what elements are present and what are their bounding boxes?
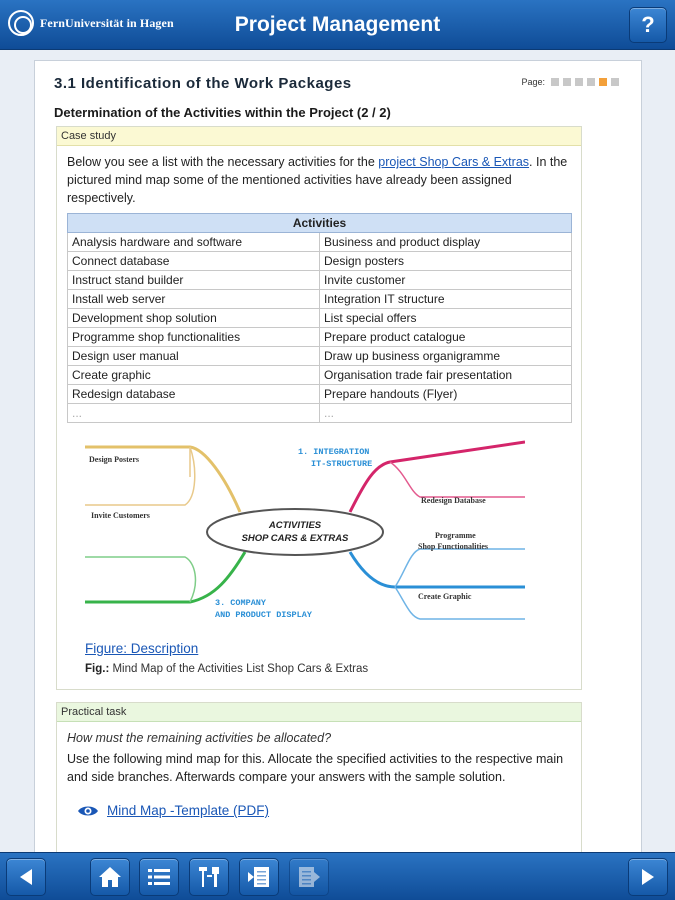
table-cell: ... <box>320 404 572 423</box>
figure-caption-text: Mind Map of the Activities List Shop Cars & Extras <box>109 663 369 675</box>
case-study-body <box>57 146 581 685</box>
mindmap-label-integration-2: IT-STRUCTURE <box>311 459 373 469</box>
case-study-header: Case study <box>57 127 581 146</box>
section-title: 3.1 Identification of the Work Packages <box>54 75 352 92</box>
mindmap-branch-green <box>85 552 245 602</box>
table-row <box>68 309 572 328</box>
table-cell: Analysis hardware and software <box>68 233 320 252</box>
figure-caption-prefix: Fig.: <box>85 663 110 675</box>
mindmap-label-create-graphic: Create Graphic <box>418 592 472 601</box>
table-cell: Design posters <box>320 252 572 271</box>
table-cell: Prepare product catalogue <box>320 328 572 347</box>
mindmap-center-node <box>207 509 383 555</box>
table-row <box>68 233 572 252</box>
mindmap-label-programme-2: Shop Functionalities <box>418 542 489 551</box>
mindmap-label-design-posters: Design Posters <box>89 455 139 464</box>
app-title: Project Management <box>234 13 441 36</box>
table-row <box>68 404 572 423</box>
previous-document-button[interactable] <box>239 858 279 896</box>
mindmap-label-programme-1: Programme <box>435 531 476 540</box>
eye-icon <box>77 804 99 818</box>
practical-task-body <box>57 722 581 827</box>
page-dot-5-current[interactable] <box>599 78 607 86</box>
practical-task-instructions: Use the following mind map for this. Allocate the specified activities to the respective main and side branches. Afterwards compare your answers with the sample solution. <box>67 752 564 784</box>
help-button[interactable] <box>629 7 667 43</box>
next-document-button[interactable] <box>289 858 329 896</box>
home-icon <box>97 865 123 889</box>
table-cell: ... <box>68 404 320 423</box>
practical-task-question: How must the remaining activities be allocated? <box>67 731 332 745</box>
activities-table <box>67 213 572 423</box>
table-cell: Integration IT structure <box>320 290 572 309</box>
home-button[interactable] <box>90 858 130 896</box>
case-study-intro <box>67 153 571 207</box>
table-cell: Instruct stand builder <box>68 271 320 290</box>
table-of-contents-button[interactable] <box>139 858 179 896</box>
table-row <box>68 366 572 385</box>
page-dot-3[interactable] <box>575 78 583 86</box>
project-link[interactable]: project Shop Cars & Extras <box>378 155 530 169</box>
mindmap-label-invite-customers: Invite Customers <box>91 511 150 520</box>
page-dot-4[interactable] <box>587 78 595 86</box>
page-indicator <box>521 77 619 87</box>
figure-description-row <box>85 640 571 658</box>
table-cell: Programme shop functionalities <box>68 328 320 347</box>
table-cell: Organisation trade fair presentation <box>320 366 572 385</box>
table-cell: Business and product display <box>320 233 572 252</box>
page-dot-1[interactable] <box>551 78 559 86</box>
page-indicator-label: Page: <box>521 77 545 87</box>
top-bar <box>0 0 675 50</box>
table-cell: Development shop solution <box>68 309 320 328</box>
table-cell: List special offers <box>320 309 572 328</box>
next-page-icon <box>639 867 657 887</box>
figure-caption <box>85 660 571 678</box>
case-study-box <box>56 126 582 690</box>
bottom-toolbar <box>0 852 675 900</box>
pdf-download-row[interactable] <box>77 802 571 820</box>
table-cell: Create graphic <box>68 366 320 385</box>
page-dot-2[interactable] <box>563 78 571 86</box>
figure-description-link[interactable]: Figure: Description <box>85 641 199 656</box>
next-page-button[interactable] <box>628 858 668 896</box>
mindmap-label-integration-1: 1. INTEGRATION <box>298 447 370 457</box>
practical-task-box <box>56 702 582 856</box>
intro-text-before: Below you see a list with the necessary activities for the <box>67 155 379 169</box>
table-cell: Redesign database <box>68 385 320 404</box>
activities-table-header: Activities <box>68 214 572 233</box>
next-doc-icon <box>296 864 322 890</box>
mindmap-center-label-1: ACTIVITIES <box>268 520 322 531</box>
table-row <box>68 290 572 309</box>
page-subtitle: Determination of the Activities within the Project (2 / 2) <box>54 105 391 120</box>
table-row <box>68 328 572 347</box>
mindmap-label-redesign-database: Redesign Database <box>421 496 486 505</box>
content-page <box>34 60 642 855</box>
table-row <box>68 347 572 366</box>
mindmap-label-company-1: 3. COMPANY <box>215 598 267 608</box>
mindmap-subbranch-blue <box>395 549 525 587</box>
previous-page-button[interactable] <box>6 858 46 896</box>
list-icon <box>146 866 172 888</box>
help-icon: ? <box>641 12 655 37</box>
table-cell: Invite customer <box>320 271 572 290</box>
previous-doc-icon <box>246 864 272 890</box>
mindmap-subbranch-pink <box>390 462 525 497</box>
table-cell: Draw up business organigramme <box>320 347 572 366</box>
mindmap-branch-blue <box>350 552 525 587</box>
mind-map-template-pdf-link[interactable]: Mind Map -Template (PDF) <box>107 803 270 818</box>
logo-text: FernUniversität in Hagen <box>40 15 174 30</box>
mindmap-label-company-2: AND PRODUCT DISPLAY <box>215 610 312 620</box>
tools-button[interactable] <box>189 858 229 896</box>
mindmap-subbranch-green <box>85 557 195 602</box>
page-dot-6[interactable] <box>611 78 619 86</box>
table-cell: Install web server <box>68 290 320 309</box>
mindmap-center-label-2: SHOP CARS & EXTRAS <box>241 533 349 544</box>
table-cell: Design user manual <box>68 347 320 366</box>
table-cell: Prepare handouts (Flyer) <box>320 385 572 404</box>
table-row <box>68 252 572 271</box>
table-row <box>68 271 572 290</box>
practical-task-header: Practical task <box>57 703 581 722</box>
table-cell: Connect database <box>68 252 320 271</box>
tools-icon <box>196 865 222 889</box>
prev-page-icon <box>17 867 35 887</box>
table-row <box>68 385 572 404</box>
intro-text-after: . In the pictured mind map some of the mentioned activities have already been assigned respectively. <box>67 155 568 205</box>
mind-map-figure[interactable] <box>85 437 525 629</box>
